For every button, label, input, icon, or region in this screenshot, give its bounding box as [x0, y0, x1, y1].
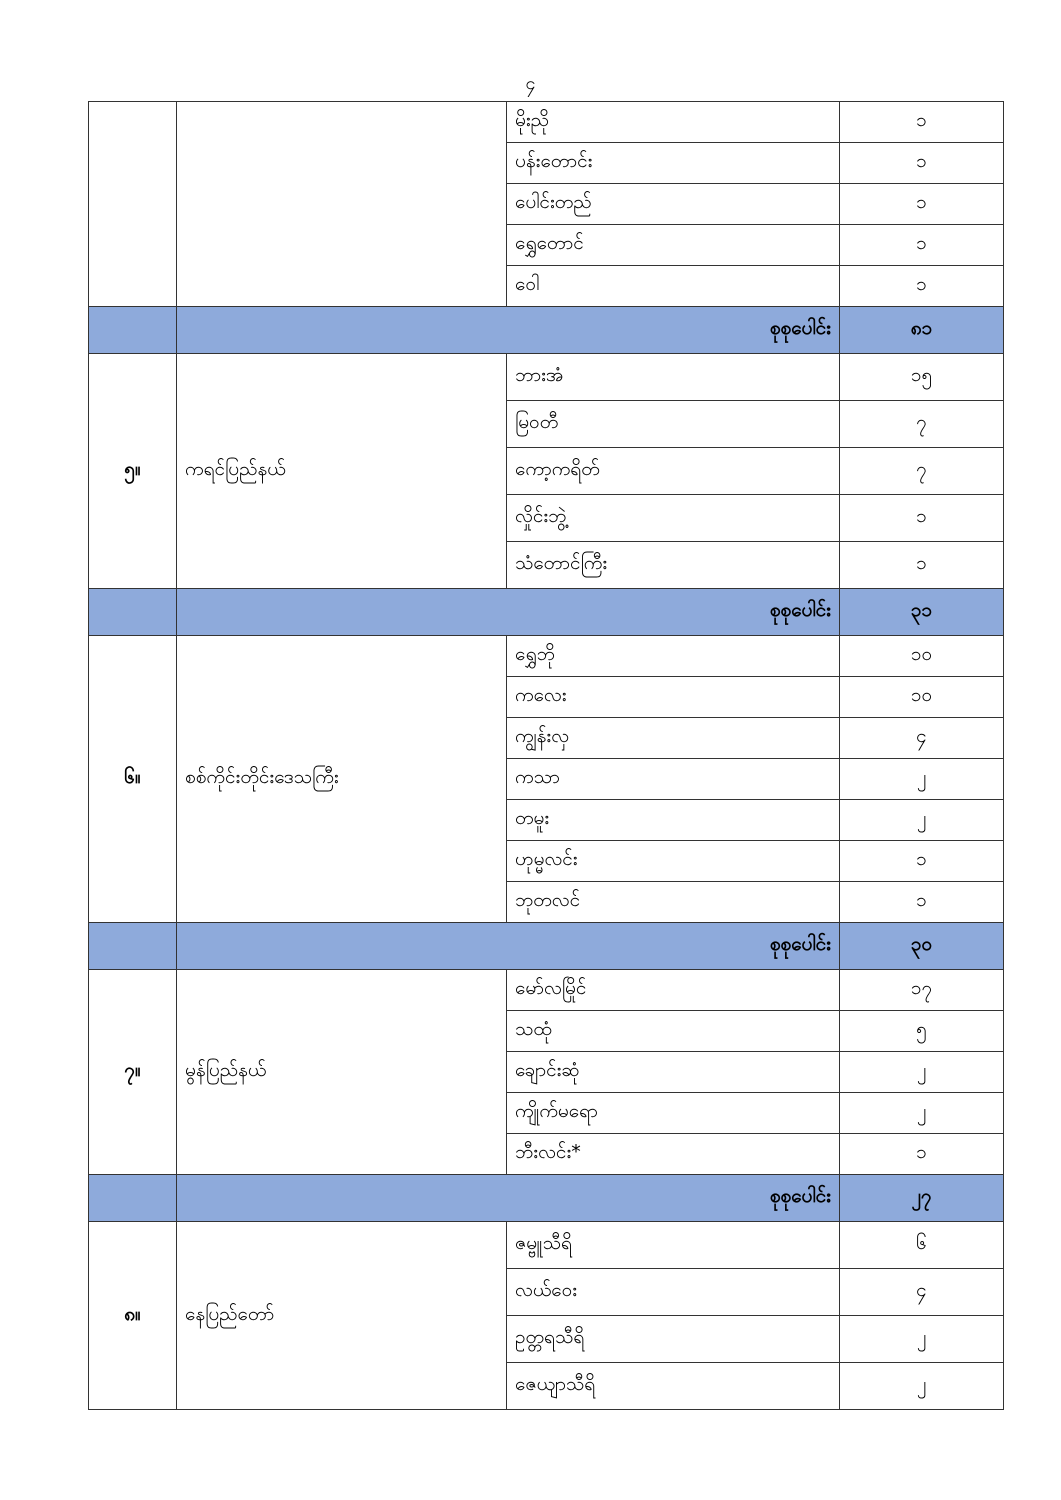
- township-cell: ချောင်းဆုံ: [507, 1052, 840, 1093]
- count-cell: ၁: [840, 184, 1004, 225]
- township-cell: ဇေယျာသီရိ: [507, 1363, 840, 1410]
- count-cell: ၄: [840, 1269, 1004, 1316]
- township-cell: လယ်ဝေး: [507, 1269, 840, 1316]
- number-cell: ၆။: [89, 636, 177, 923]
- count-cell: ၂: [840, 1052, 1004, 1093]
- subtotal-value: ၃၁: [840, 589, 1004, 636]
- subtotal-value: ၈၁: [840, 307, 1004, 354]
- region-cell: နေပြည်တော်: [177, 1222, 507, 1410]
- count-cell: ၁၀: [840, 636, 1004, 677]
- subtotal-label: စုစုပေါင်း: [177, 589, 840, 636]
- township-cell: ကော့ကရိတ်: [507, 448, 840, 495]
- table-row: [89, 970, 1004, 1011]
- township-cell: ကျိုက်မရော: [507, 1093, 840, 1134]
- township-cell: ဘီးလင်း*: [507, 1134, 840, 1175]
- count-cell: ၁: [840, 102, 1004, 143]
- township-cell: ရွှေတောင်: [507, 225, 840, 266]
- township-cell: မြဝတီ: [507, 401, 840, 448]
- count-cell: ၂: [840, 800, 1004, 841]
- count-cell: ၁၇: [840, 970, 1004, 1011]
- count-cell: ၁: [840, 841, 1004, 882]
- count-cell: ၁: [840, 143, 1004, 184]
- count-cell: ၇: [840, 401, 1004, 448]
- subtotal-blank: [89, 1175, 177, 1222]
- township-cell: မော်လမြိုင်: [507, 970, 840, 1011]
- township-cell: ဇမ္ဗူသီရိ: [507, 1222, 840, 1269]
- region-cell: စစ်ကိုင်းတိုင်းဒေသကြီး: [177, 636, 507, 923]
- count-cell: ၁: [840, 495, 1004, 542]
- count-cell: ၅: [840, 1011, 1004, 1052]
- subtotal-blank: [89, 589, 177, 636]
- township-cell: ဘုတလင်: [507, 882, 840, 923]
- township-cell: ကျွန်းလှ: [507, 718, 840, 759]
- subtotal-blank: [89, 307, 177, 354]
- township-cell: သထုံ: [507, 1011, 840, 1052]
- table-row: [89, 102, 1004, 143]
- region-cell: [177, 102, 507, 307]
- subtotal-label: စုစုပေါင်း: [177, 307, 840, 354]
- region-cell: မွန်ပြည်နယ်: [177, 970, 507, 1175]
- subtotal-label: စုစုပေါင်း: [177, 1175, 840, 1222]
- subtotal-row: [89, 1175, 1004, 1222]
- count-cell: ၁: [840, 266, 1004, 307]
- township-cell: မိုးညို: [507, 102, 840, 143]
- count-cell: ၆: [840, 1222, 1004, 1269]
- township-cell: ကလေး: [507, 677, 840, 718]
- township-cell: ဝေါ: [507, 266, 840, 307]
- table-row: [89, 1222, 1004, 1269]
- count-cell: ၂: [840, 1093, 1004, 1134]
- count-cell: ၇: [840, 448, 1004, 495]
- township-cell: လှိုင်းဘွဲ့: [507, 495, 840, 542]
- count-cell: ၁၀: [840, 677, 1004, 718]
- count-cell: ၁၅: [840, 354, 1004, 401]
- region-cell: ကရင်ပြည်နယ်: [177, 354, 507, 589]
- subtotal-row: [89, 923, 1004, 970]
- table-row: [89, 636, 1004, 677]
- count-cell: ၁: [840, 882, 1004, 923]
- township-cell: တမူး: [507, 800, 840, 841]
- subtotal-value: ၂၇: [840, 1175, 1004, 1222]
- number-cell: ၇။: [89, 970, 177, 1175]
- township-cell: ဥတ္တရသီရိ: [507, 1316, 840, 1363]
- township-table: [88, 101, 1004, 1410]
- count-cell: ၂: [840, 759, 1004, 800]
- subtotal-row: [89, 307, 1004, 354]
- township-cell: ရွှေဘို: [507, 636, 840, 677]
- subtotal-label: စုစုပေါင်း: [177, 923, 840, 970]
- township-cell: ပန်းတောင်း: [507, 143, 840, 184]
- count-cell: ၄: [840, 718, 1004, 759]
- subtotal-value: ၃၀: [840, 923, 1004, 970]
- table-row: [89, 354, 1004, 401]
- township-cell: ကသာ: [507, 759, 840, 800]
- count-cell: ၁: [840, 542, 1004, 589]
- number-cell: ၈။: [89, 1222, 177, 1410]
- number-cell: ၅။: [89, 354, 177, 589]
- page-number: ၄: [525, 73, 536, 94]
- count-cell: ၂: [840, 1363, 1004, 1410]
- count-cell: ၁: [840, 225, 1004, 266]
- subtotal-row: [89, 589, 1004, 636]
- count-cell: ၁: [840, 1134, 1004, 1175]
- number-cell: [89, 102, 177, 307]
- count-cell: ၂: [840, 1316, 1004, 1363]
- township-cell: ဘားအံ: [507, 354, 840, 401]
- township-cell: သံတောင်ကြီး: [507, 542, 840, 589]
- subtotal-blank: [89, 923, 177, 970]
- township-cell: ဟုမ္မလင်း: [507, 841, 840, 882]
- township-cell: ပေါင်းတည်: [507, 184, 840, 225]
